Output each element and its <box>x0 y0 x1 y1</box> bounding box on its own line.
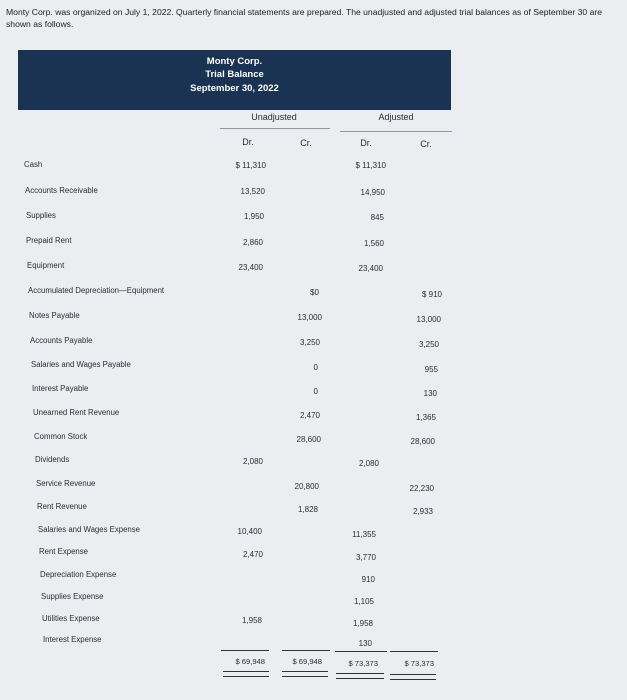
adjusted-debit: 130 <box>358 639 372 648</box>
account-label: Rent Revenue <box>37 502 87 511</box>
adjusted-debit: 1,105 <box>353 597 374 606</box>
adjusted-debit: 845 <box>370 213 384 222</box>
adjusted-credit: 3,250 <box>418 340 439 349</box>
statement-date: September 30, 2022 <box>190 83 279 94</box>
account-label: Depreciation Expense <box>40 570 117 579</box>
account-label: Rent Expense <box>39 547 88 556</box>
unadjusted-credit: 3,250 <box>299 338 320 347</box>
unadjusted-debit: 1,958 <box>241 616 262 625</box>
unadjusted-debit: 2,470 <box>242 550 263 559</box>
adjusted-credit-total: $ 73,373 <box>404 659 434 668</box>
adjusted-debit: 23,400 <box>358 264 383 273</box>
account-label: Salaries and Wages Expense <box>38 525 140 534</box>
unadjusted-credit: 0 <box>313 363 318 372</box>
unadjusted-debit-total: $ 69,948 <box>235 657 265 666</box>
adjusted-debit-underline <box>335 651 387 652</box>
unadjusted-credit: 0 <box>313 387 318 396</box>
account-label: Accumulated Depreciation—Equipment <box>28 286 165 295</box>
adjusted-debit-double-rule <box>336 673 384 679</box>
account-label: Salaries and Wages Payable <box>31 360 131 369</box>
unadjusted-debit: 10,400 <box>237 527 262 536</box>
unadjusted-credit: $0 <box>310 288 319 297</box>
account-label: Unearned Rent Revenue <box>33 408 120 417</box>
unadjusted-debit-underline <box>221 650 269 651</box>
adjusted-cr-header: Cr. <box>420 139 432 149</box>
adjusted-header: Adjusted <box>378 112 414 122</box>
account-label: Utilities Expense <box>42 614 100 623</box>
account-label: Common Stock <box>34 432 88 441</box>
statement-name: Trial Balance <box>205 69 264 80</box>
account-label: Cash <box>24 160 43 169</box>
unadjusted-credit-double-rule <box>282 671 328 677</box>
unadjusted-credit-underline <box>282 650 330 651</box>
adjusted-credit: 28,600 <box>410 437 435 446</box>
adjusted-credit: $ 910 <box>421 290 442 299</box>
adjusted-debit: 14,950 <box>360 188 385 197</box>
unadjusted-credit: 1,828 <box>297 505 318 514</box>
adjusted-credit: 13,000 <box>416 315 441 324</box>
unadjusted-debit: 23,400 <box>238 263 263 272</box>
adjusted-debit: 3,770 <box>355 553 376 562</box>
unadjusted-dr-header: Dr. <box>242 137 254 147</box>
unadjusted-credit: 28,600 <box>296 435 321 444</box>
company-name: Monty Corp. <box>206 56 263 67</box>
intro-text: Monty Corp. was organized on July 1, 2022. Quarterly financial statements are prepared. The unadjusted and adjusted trial balances as of September 30 are shown as follows. <box>6 7 603 29</box>
adjusted-credit-double-rule <box>390 674 436 680</box>
unadjusted-rule <box>220 128 330 129</box>
unadjusted-credit: 13,000 <box>297 313 322 322</box>
unadjusted-credit: 20,800 <box>294 482 319 491</box>
account-label: Dividends <box>35 455 70 464</box>
account-label: Interest Expense <box>43 635 102 644</box>
adjusted-debit: 2,080 <box>358 459 379 468</box>
account-label: Notes Payable <box>29 311 80 320</box>
adjusted-debit: 11,355 <box>352 530 376 539</box>
account-label: Accounts Receivable <box>25 186 98 195</box>
adjusted-credit: 22,230 <box>409 484 434 493</box>
account-label: Equipment <box>27 261 65 270</box>
trial-balance-banner <box>18 50 451 110</box>
adjusted-credit-underline <box>390 651 438 652</box>
adjusted-dr-header: Dr. <box>360 138 372 148</box>
adjusted-credit: 955 <box>424 365 438 374</box>
adjusted-credit: 2,933 <box>412 507 433 516</box>
adjusted-credit: 130 <box>423 389 437 398</box>
account-label: Prepaid Rent <box>26 236 72 245</box>
unadjusted-debit: 1,950 <box>243 212 264 221</box>
unadjusted-credit: 2,470 <box>299 411 320 420</box>
unadjusted-credit-total: $ 69,948 <box>292 657 322 666</box>
unadjusted-debit-double-rule <box>223 671 269 677</box>
adjusted-debit: $ 11,310 <box>355 161 386 170</box>
adjusted-debit: 1,560 <box>363 239 384 248</box>
unadjusted-cr-header: Cr. <box>300 138 312 148</box>
adjusted-debit: 1,958 <box>352 619 373 628</box>
unadjusted-debit: 13,520 <box>240 187 265 196</box>
account-label: Accounts Payable <box>30 336 93 345</box>
adjusted-debit: 910 <box>361 575 375 584</box>
account-label: Supplies <box>26 211 56 220</box>
account-label: Supplies Expense <box>41 592 104 601</box>
unadjusted-debit: 2,860 <box>242 238 263 247</box>
adjusted-credit: 1,365 <box>415 413 436 422</box>
unadjusted-debit: 2,080 <box>242 457 263 466</box>
unadjusted-debit: $ 11,310 <box>235 161 266 170</box>
account-label: Interest Payable <box>32 384 89 393</box>
adjusted-rule <box>340 131 452 132</box>
adjusted-debit-total: $ 73,373 <box>348 659 378 668</box>
account-label: Service Revenue <box>36 479 96 488</box>
unadjusted-header: Unadjusted <box>251 112 297 122</box>
